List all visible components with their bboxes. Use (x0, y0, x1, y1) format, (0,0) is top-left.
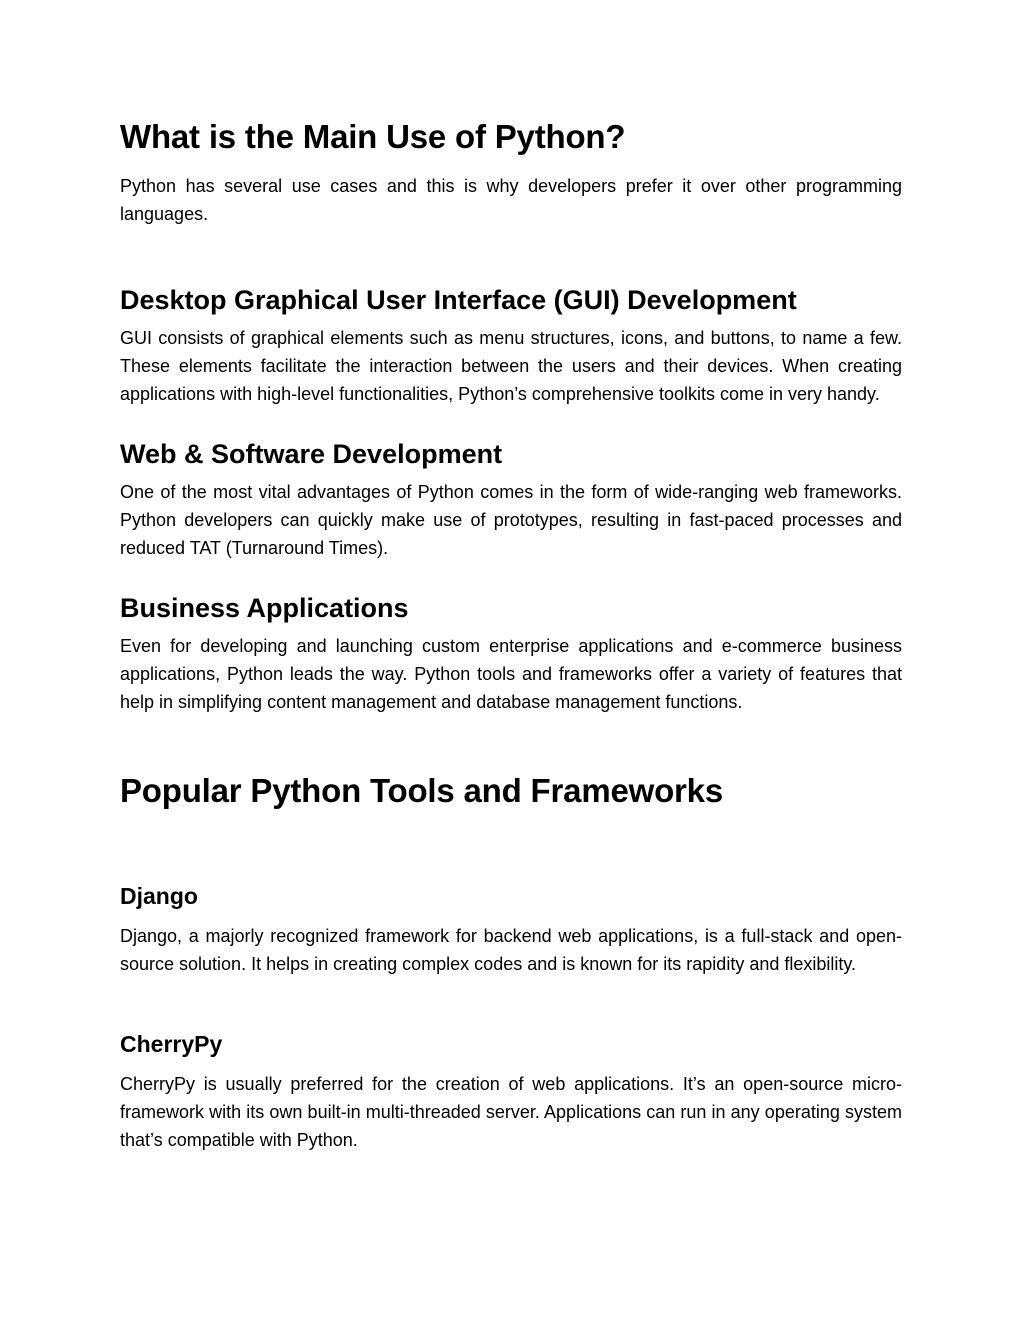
section-django (120, 882, 902, 978)
tool-paragraph: Django, a majorly recognized framework for backend web applications, is a full-stack and open-source solution. It helps in creating complex codes and is known for its rapidity and flexibility. (120, 926, 902, 974)
tool-heading: Django (120, 883, 198, 909)
intro-paragraph: Python has several use cases and this is why developers prefer it over other programming languages. (120, 176, 902, 224)
tool-heading: CherryPy (120, 1031, 223, 1057)
section-web-software-development (120, 438, 902, 562)
section-paragraph: Even for developing and launching custom enterprise applications and e-commerce business applications, Python leads the way. Python tools and frameworks offer a variety of features that help in simplifying content management and database management functions. (120, 636, 902, 712)
section-heading: Web & Software Development (120, 439, 503, 469)
section-business-applications (120, 592, 902, 716)
section-paragraph: One of the most vital advantages of Python comes in the form of wide-ranging web frameworks. Python developers can quickly make use of prototypes, resulting in fast-paced processes and reduced TAT (Turnaround Times). (120, 482, 902, 558)
page-title: What is the Main Use of Python? (120, 118, 626, 155)
section-cherrypy (120, 1030, 902, 1154)
subtitle-popular-tools: Popular Python Tools and Frameworks (120, 772, 723, 809)
section-paragraph: GUI consists of graphical elements such as menu structures, icons, and buttons, to name a few. These elements facilitate the interaction between the users and their devices. When creating applications with high-level functionalities, Python’s comprehensive toolkits come in very handy. (120, 328, 902, 404)
tool-paragraph: CherryPy is usually preferred for the creation of web applications. It’s an open-source micro-framework with its own built-in multi-threaded server. Applications can run in any operating system that’s compatible with Python. (120, 1074, 902, 1150)
section-heading: Business Applications (120, 593, 409, 623)
section-gui-development (120, 284, 902, 408)
section-heading: Desktop Graphical User Interface (GUI) Development (120, 285, 797, 315)
